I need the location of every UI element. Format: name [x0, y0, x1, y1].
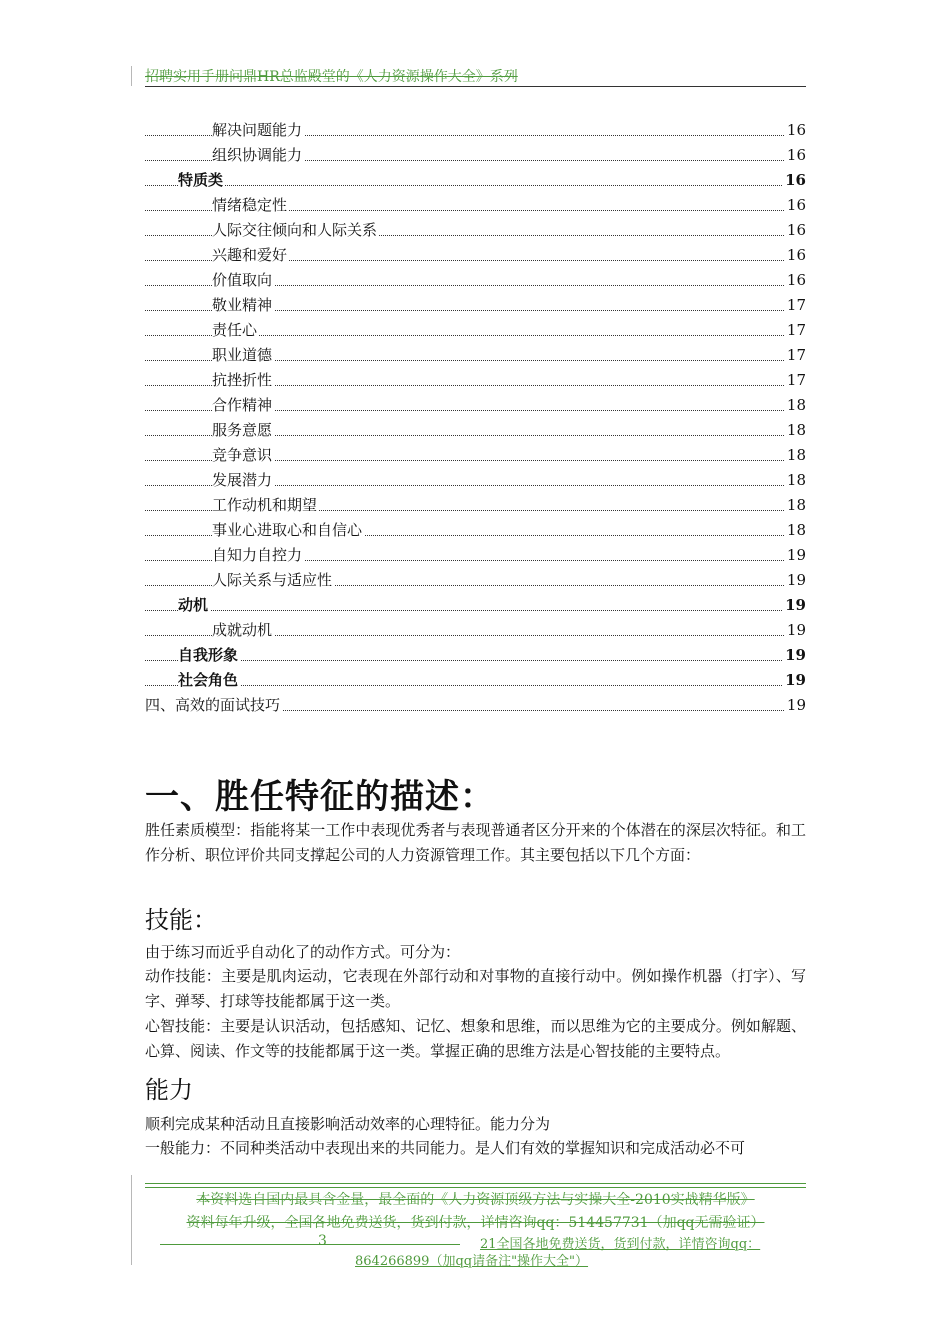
- toc-entry-page: 16: [786, 195, 806, 214]
- toc-entry[interactable]: [145, 567, 806, 592]
- skills-heading: 技能：: [145, 906, 217, 934]
- skills-paragraph-3: 心智技能：主要是认识活动，包括感知、记忆、想象和思维，而以思维为它的主要成分。例如解题、心算、阅读、作文等的技能都属于这一类。掌握正确的思维方法是心智技能的主要特点。: [145, 1017, 806, 1060]
- toc-entry-page: 19: [786, 545, 806, 564]
- toc-entry-title: 人际交往倾向和人际关系: [212, 221, 378, 239]
- toc-leader-dots: [145, 660, 806, 661]
- toc-entry-page: 16: [786, 270, 806, 289]
- toc-entry-title: 发展潜力: [212, 471, 273, 489]
- toc-entry-title: 解决问题能力: [212, 121, 303, 139]
- toc-entry[interactable]: [145, 617, 806, 642]
- toc-entry[interactable]: [145, 392, 806, 417]
- page-number: 3: [318, 1233, 327, 1249]
- toc-entry[interactable]: [145, 417, 806, 442]
- footer-contact-link-2[interactable]: 864266899（加qq请备注"操作大全"）: [355, 1254, 589, 1269]
- toc-entry-title: 竞争意识: [212, 446, 273, 464]
- toc-entry-title: 合作精神: [212, 396, 273, 414]
- intro-paragraph: 胜任素质模型：指能将某一工作中表现优秀者与表现普通者区分开来的个体潜在的深层次特征。和工作分析、职位评价共同支撑起公司的人力资源管理工作。其主要包括以下几个方面：: [145, 821, 806, 864]
- toc-entry-title: 价值取向: [212, 271, 273, 289]
- toc-entry[interactable]: [145, 517, 806, 542]
- footer-rule-1: [145, 1183, 806, 1184]
- margin-mark-top: [131, 66, 132, 86]
- toc-entry-page: 18: [786, 495, 806, 514]
- toc-entry-page: 19: [786, 570, 806, 589]
- footer-contact-link-1[interactable]: 21全国各地免费送货，货到付款，详情咨询qq：: [480, 1237, 761, 1252]
- toc-entry-title: 人际关系与适应性: [212, 571, 333, 589]
- toc-entry[interactable]: [145, 492, 806, 517]
- toc-entry-title: 抗挫折性: [212, 371, 273, 389]
- margin-mark-bottom: [131, 1175, 132, 1265]
- toc-entry-title: 社会角色: [178, 671, 239, 689]
- toc-entry[interactable]: [145, 642, 806, 667]
- toc-entry[interactable]: [145, 167, 806, 192]
- toc-entry[interactable]: [145, 142, 806, 167]
- page-header: 招聘实用手册问鼎HR总监殿堂的《人力资源操作大全》系列: [145, 69, 518, 85]
- toc-entry[interactable]: [145, 467, 806, 492]
- toc-entry-page: 16: [786, 120, 806, 139]
- toc-entry[interactable]: [145, 117, 806, 142]
- toc-entry[interactable]: [145, 542, 806, 567]
- toc-entry-page: 18: [786, 520, 806, 539]
- toc-entry-page: 18: [786, 470, 806, 489]
- toc-entry-page: 18: [786, 420, 806, 439]
- toc-entry-title: 四、高效的面试技巧: [145, 696, 281, 714]
- header-rule: [145, 86, 806, 87]
- toc-entry-page: 16: [786, 145, 806, 164]
- table-of-contents: [145, 117, 806, 717]
- toc-entry[interactable]: [145, 692, 806, 717]
- toc-entry[interactable]: [145, 317, 806, 342]
- toc-leader-dots: [145, 185, 806, 186]
- ability-paragraph-2: 一般能力：不同种类活动中表现出来的共同能力。是人们有效的掌握知识和完成活动必不可: [145, 1139, 746, 1157]
- toc-entry-title: 工作动机和期望: [212, 496, 318, 514]
- toc-entry[interactable]: [145, 242, 806, 267]
- toc-entry-page: 19: [785, 595, 806, 614]
- toc-entry[interactable]: [145, 592, 806, 617]
- toc-entry[interactable]: [145, 217, 806, 242]
- skills-paragraph-1: 由于练习而近乎自动化了的动作方式。可分为：: [145, 943, 461, 961]
- toc-entry-title: 兴趣和爱好: [212, 246, 288, 264]
- toc-entry[interactable]: [145, 292, 806, 317]
- toc-entry-page: 17: [786, 345, 806, 364]
- toc-entry-page: 16: [785, 170, 806, 189]
- footer-rule-3: [160, 1244, 460, 1245]
- ability-heading: 能力: [145, 1076, 193, 1104]
- toc-entry-title: 情绪稳定性: [212, 196, 288, 214]
- toc-leader-dots: [145, 685, 806, 686]
- toc-entry-page: 17: [786, 295, 806, 314]
- skills-paragraph-2: 动作技能：主要是肌肉运动，它表现在外部行动和对事物的直接行动中。例如操作机器（打字）、写字、弹琴、打球等技能都属于这一类。: [145, 967, 806, 1010]
- toc-entry-title: 动机: [178, 596, 209, 614]
- toc-entry-title: 成就动机: [212, 621, 273, 639]
- toc-entry-page: 16: [786, 220, 806, 239]
- section-title: 一、胜任特征的描述：: [145, 777, 495, 817]
- toc-entry-page: 16: [786, 245, 806, 264]
- toc-entry[interactable]: [145, 367, 806, 392]
- toc-entry[interactable]: [145, 442, 806, 467]
- toc-entry[interactable]: [145, 192, 806, 217]
- toc-entry-title: 自我形象: [178, 646, 239, 664]
- toc-entry-page: 17: [786, 320, 806, 339]
- toc-entry-title: 组织协调能力: [212, 146, 303, 164]
- footer-rule-2: [145, 1187, 806, 1188]
- toc-entry-title: 事业心进取心和自信心: [212, 521, 363, 539]
- toc-entry-page: 19: [785, 645, 806, 664]
- toc-entry-page: 19: [786, 620, 806, 639]
- toc-entry[interactable]: [145, 342, 806, 367]
- toc-entry-title: 职业道德: [212, 346, 273, 364]
- footer-line-2: 资料每年升级，全国各地免费送货，货到付款，详情咨询qq：514457731（加qq无需验证）: [186, 1215, 765, 1231]
- toc-entry-page: 19: [785, 670, 806, 689]
- toc-entry-title: 特质类: [178, 171, 224, 189]
- ability-paragraph-1: 顺利完成某种活动且直接影响活动效率的心理特征。能力分为: [145, 1115, 551, 1133]
- footer-line-1: 本资料选自国内最具含金量，最全面的《人力资源顶级方法与实操大全-2010实战精华版》: [196, 1192, 755, 1208]
- toc-entry[interactable]: [145, 267, 806, 292]
- toc-entry-page: 18: [786, 395, 806, 414]
- toc-entry-page: 17: [786, 370, 806, 389]
- toc-entry-title: 责任心: [212, 321, 258, 339]
- toc-entry-title: 自知力自控力: [212, 546, 303, 564]
- toc-entry-page: 18: [786, 445, 806, 464]
- toc-entry-title: 敬业精神: [212, 296, 273, 314]
- toc-entry[interactable]: [145, 667, 806, 692]
- toc-leader-dots: [145, 610, 806, 611]
- toc-entry-title: 服务意愿: [212, 421, 273, 439]
- toc-entry-page: 19: [786, 695, 806, 714]
